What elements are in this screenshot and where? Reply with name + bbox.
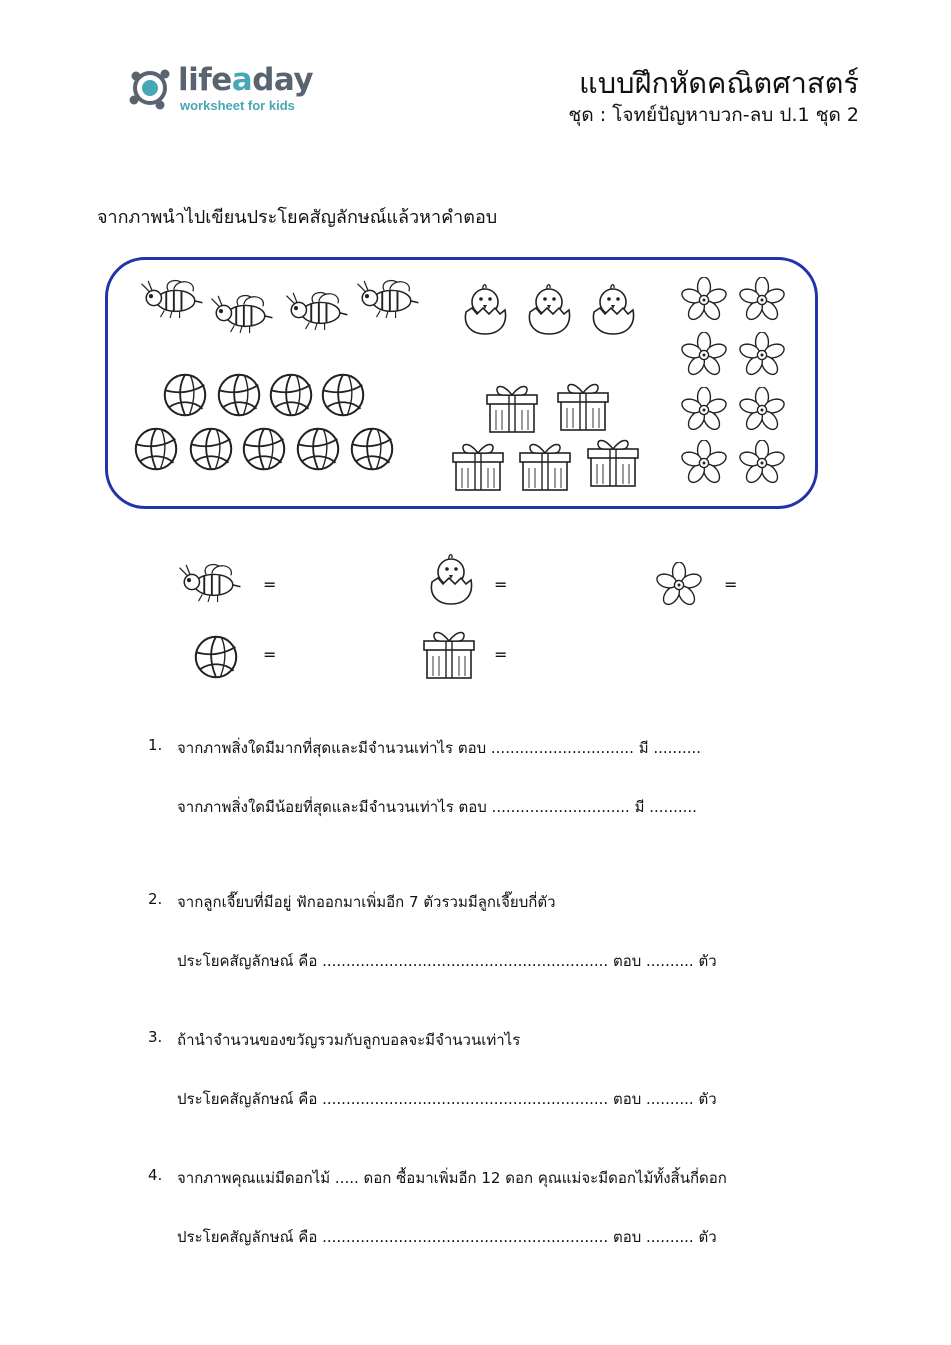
question-1-number: 1.: [148, 736, 163, 754]
worksheet-title: แบบฝึกหัดคณิตศาสตร์: [579, 66, 859, 100]
flower-icon: [739, 332, 785, 378]
flower-icon: [739, 387, 785, 433]
ball-icon: [349, 426, 395, 472]
bee-icon: [353, 278, 421, 318]
ball-icon: [162, 372, 208, 418]
flower-icon: [739, 277, 785, 323]
bee-icon: [137, 278, 205, 318]
flower-icon: [681, 332, 727, 378]
ball-icon: [193, 634, 239, 680]
question-3-line-2: ประโยคสัญลักษณ์ คือ ............................................................ ตอบ .......... ตัว: [177, 1090, 717, 1108]
chick-icon: [588, 282, 638, 336]
ball-icon: [216, 372, 262, 418]
ball-icon: [133, 426, 179, 472]
chick-icon: [426, 552, 476, 606]
question-4-line-2: ประโยคสัญลักษณ์ คือ ............................................................ ตอบ .......... ตัว: [177, 1228, 717, 1246]
flower-icon: [681, 440, 727, 486]
bee-icon: [175, 562, 243, 602]
logo-tagline: worksheet for kids: [180, 98, 295, 113]
flower-icon: [681, 387, 727, 433]
logo-wordmark: lifeaday: [178, 62, 314, 98]
gift-icon: [555, 378, 611, 432]
ball-icon: [268, 372, 314, 418]
question-3-line-1: ถ้านำจำนวนของขวัญรวมกับลูกบอลจะมีจำนวนเท่าไร: [177, 1031, 521, 1049]
gift-icon: [517, 438, 573, 492]
gift-equals: =: [494, 645, 508, 664]
bee-equals: =: [263, 575, 277, 594]
question-3-number: 3.: [148, 1028, 163, 1046]
gift-icon: [585, 434, 641, 488]
question-1-line-1: จากภาพสิ่งใดมีมากที่สุดและมีจำนวนเท่าไร ตอบ .............................. มี ..........: [177, 739, 702, 757]
flower-icon: [681, 277, 727, 323]
instruction-text: จากภาพนำไปเขียนประโยคสัญลักษณ์แล้วหาคำตอบ: [97, 207, 498, 228]
ball-icon: [295, 426, 341, 472]
chick-equals: =: [494, 575, 508, 594]
bee-icon: [282, 290, 350, 330]
chick-icon: [460, 282, 510, 336]
flower-equals: =: [724, 575, 738, 594]
gift-icon: [421, 626, 477, 680]
flower-icon: [656, 562, 702, 608]
worksheet-subtitle: ชุด : โจทย์ปัญหาบวก-ลบ ป.1 ชุด 2: [568, 104, 859, 126]
question-2-line-2: ประโยคสัญลักษณ์ คือ ............................................................ ตอบ .......... ตัว: [177, 952, 717, 970]
ball-icon: [241, 426, 287, 472]
gift-icon: [450, 438, 506, 492]
question-2-number: 2.: [148, 890, 163, 908]
ball-icon: [320, 372, 366, 418]
question-2-line-1: จากลูกเจี๊ยบที่มีอยู่ ฟักออกมาเพิ่มอีก 7 ตัวรวมมีลูกเจี๊ยบกี่ตัว: [177, 893, 556, 911]
chick-icon: [524, 282, 574, 336]
flower-icon: [739, 440, 785, 486]
bee-icon: [207, 293, 275, 333]
question-4-line-1: จากภาพคุณแม่มีดอกไม้ ..... ดอก ซื้อมาเพิ่มอีก 12 ดอก คุณแม่จะมีดอกไม้ทั้งสิ้นกี่ดอก: [177, 1169, 727, 1187]
question-4-number: 4.: [148, 1166, 163, 1184]
question-1-line-2: จากภาพสิ่งใดมีน้อยที่สุดและมีจำนวนเท่าไร ตอบ ............................. มี ..........: [177, 798, 697, 816]
ball-icon: [188, 426, 234, 472]
gift-icon: [484, 380, 540, 434]
ball-equals: =: [263, 645, 277, 664]
